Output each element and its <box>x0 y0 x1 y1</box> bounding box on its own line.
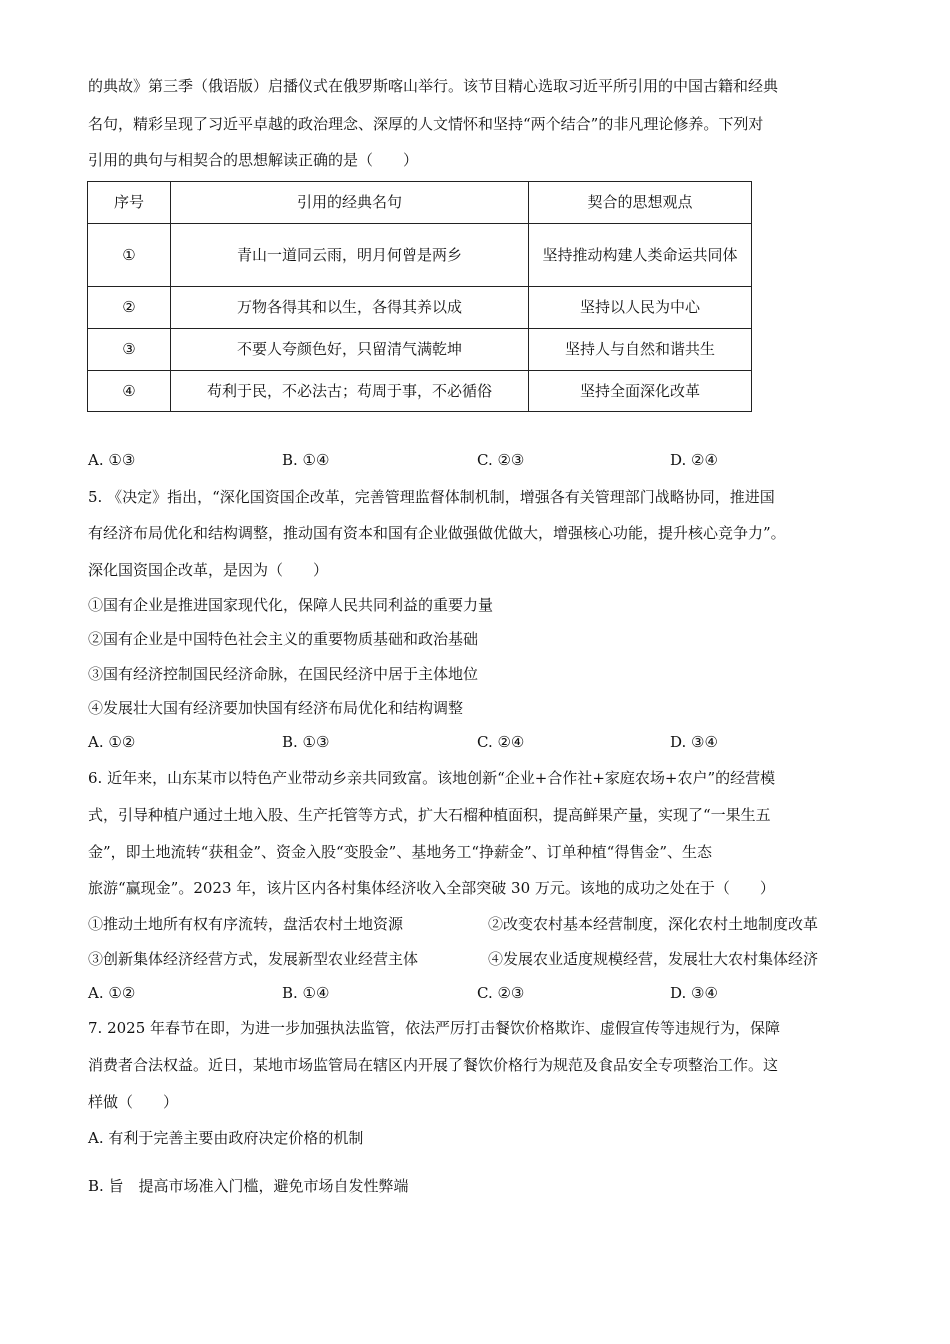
table-row <box>88 329 752 371</box>
q6-stem-line-2: 式，引导种植户通过土地入股、生产托管等方式，扩大石榴种植面积，提高鲜果产量，实现了“一果生五 <box>88 806 771 824</box>
q7-stem-line-2: 消费者合法权益。近日，某地市场监管局在辖区内开展了餐饮价格行为规范及食品安全专项整治工作。这 <box>88 1056 779 1074</box>
table-row <box>88 287 752 329</box>
option-d[interactable]: D. ③④ <box>670 984 718 1002</box>
option-c[interactable]: C. ②④ <box>477 733 525 751</box>
option-a[interactable]: A. ①② <box>88 984 136 1002</box>
table-header-cell: 序号 <box>88 182 171 224</box>
table-row <box>88 371 752 412</box>
option-a[interactable]: A. ①③ <box>88 451 136 469</box>
q6-stem-line-4: 旅游“赢现金”。2023 年，该片区内各村集体经济收入全部突破 30 万元。该地的成功之处在于（ ） <box>88 879 775 897</box>
table-cell: 坚持人与自然和谐共生 <box>529 329 752 371</box>
option-b[interactable]: B. ①④ <box>282 984 330 1002</box>
table-cell: 坚持以人民为中心 <box>529 287 752 329</box>
q5-statement-2: ②国有企业是中国特色社会主义的重要物质基础和政治基础 <box>88 630 479 648</box>
q5-statement-3: ③国有经济控制国民经济命脉，在国民经济中居于主体地位 <box>88 665 479 683</box>
table-header-row <box>88 182 752 224</box>
quote-table <box>87 181 752 412</box>
q5-statement-1: ①国有企业是推进国家现代化，保障人民共同利益的重要力量 <box>88 596 494 614</box>
table-cell: 万物各得其和以生，各得其养以成 <box>171 287 529 329</box>
table-header-cell: 引用的经典名句 <box>171 182 529 224</box>
table-cell: 不要人夸颜色好，只留清气满乾坤 <box>171 329 529 371</box>
q6-options <box>88 983 788 1003</box>
table-cell: ① <box>88 224 171 287</box>
table-cell: ② <box>88 287 171 329</box>
table-cell: ④ <box>88 371 171 412</box>
q5-statement-4: ④发展壮大国有经济要加快国有经济布局优化和结构调整 <box>88 699 464 717</box>
table-cell: 坚持全面深化改革 <box>529 371 752 412</box>
q4-options <box>88 450 788 470</box>
table-cell: 苟利于民，不必法古；苟周于事，不必循俗 <box>171 371 529 412</box>
q5-stem-line-3: 深化国资国企改革，是因为（ ） <box>88 561 329 579</box>
q4-stem-line-3: 引用的典句与相契合的思想解读正确的是（ ） <box>88 151 419 169</box>
option-d[interactable]: D. ③④ <box>670 733 718 751</box>
q6-stem-line-1: 6. 近年来，山东某市以特色产业带动乡亲共同致富。该地创新“企业+合作社+家庭农场+农户”的经营模 <box>88 769 776 787</box>
q6-statements-row-2 <box>88 949 878 969</box>
q7-option-a[interactable]: A. 有利于完善主要由政府决定价格的机制 <box>88 1129 364 1147</box>
q4-stem-line-2: 名句，精彩呈现了习近平卓越的政治理念、深厚的人文情怀和坚持“两个结合”的非凡理论修养。下列对 <box>88 115 764 133</box>
q6-statement-2: ②改变农村基本经营制度，深化农村土地制度改革 <box>488 915 819 933</box>
table-header-cell: 契合的思想观点 <box>529 182 752 224</box>
q6-statement-1: ①推动土地所有权有序流转，盘活农村土地资源 <box>88 915 404 933</box>
q7-option-b[interactable]: B. 旨 提高市场准入门槛，避免市场自发性弊端 <box>88 1177 409 1195</box>
q7-stem-line-3: 样做（ ） <box>88 1093 179 1111</box>
table-row <box>88 224 752 287</box>
q4-stem-line-1: 的典故》第三季（俄语版）启播仪式在俄罗斯喀山举行。该节目精心选取习近平所引用的中国古籍和经典 <box>88 77 779 95</box>
table-cell: ③ <box>88 329 171 371</box>
option-c[interactable]: C. ②③ <box>477 984 525 1002</box>
q5-stem-line-2: 有经济布局优化和结构调整，推动国有资本和国有企业做强做优做大，增强核心功能，提升核心竞争力”。 <box>88 524 786 542</box>
q5-stem-line-1: 5. 《决定》指出，“深化国资国企改革，完善管理监督体制机制，增强各有关管理部门战略协同，推进国 <box>88 488 775 506</box>
option-c[interactable]: C. ②③ <box>477 451 525 469</box>
q5-options <box>88 732 788 752</box>
option-a[interactable]: A. ①② <box>88 733 136 751</box>
option-d[interactable]: D. ②④ <box>670 451 718 469</box>
q6-statement-3: ③创新集体经济经营方式，发展新型农业经营主体 <box>88 950 419 968</box>
option-b[interactable]: B. ①④ <box>282 451 330 469</box>
q6-statements-row-1 <box>88 914 878 934</box>
option-b[interactable]: B. ①③ <box>282 733 330 751</box>
q6-statement-4: ④发展农业适度规模经营，发展壮大农村集体经济 <box>488 950 819 968</box>
table-cell: 坚持推动构建人类命运共同体 <box>529 224 752 287</box>
table-cell: 青山一道同云雨，明月何曾是两乡 <box>171 224 529 287</box>
q7-stem-line-1: 7. 2025 年春节在即，为进一步加强执法监管，依法严厉打击餐饮价格欺诈、虚假宣传等违规行为，保障 <box>88 1019 781 1037</box>
q6-stem-line-3: 金”，即土地流转“获租金”、资金入股“变股金”、基地务工“挣薪金”、订单种植“得售金”、生态 <box>88 843 713 861</box>
